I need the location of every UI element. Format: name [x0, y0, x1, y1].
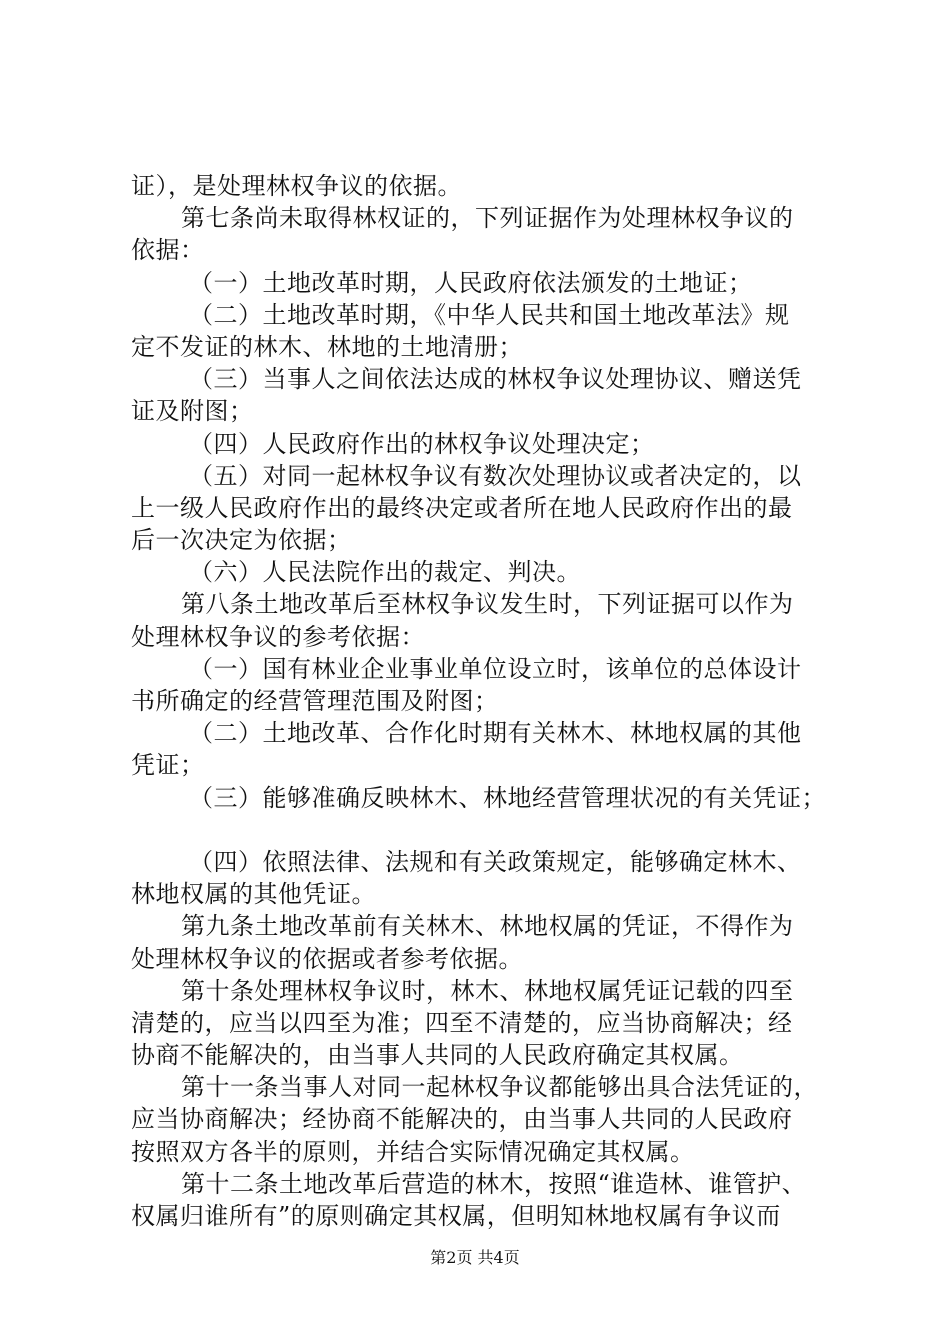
- text-line: 林地权属的其他凭证。: [131, 880, 376, 909]
- blank-line: [131, 814, 831, 846]
- text-line: （一）土地改革时期，人民政府依法颁发的土地证；: [189, 268, 753, 297]
- text-line: 凭证；: [131, 751, 205, 780]
- text-line: （二）土地改革时期，《中华人民共和国土地改革法》规: [189, 300, 790, 329]
- text-line: 上一级人民政府作出的最终决定或者所在地人民政府作出的最: [131, 493, 793, 522]
- text-line: 第九条土地改革前有关林木、林地权属的凭证，不得作为: [181, 912, 794, 941]
- text-line: 书所确定的经营管理范围及附图；: [131, 687, 499, 715]
- text-line: 定不发证的林木、林地的土地清册；: [131, 332, 523, 361]
- text-line: （四）依照法律、法规和有关政策规定，能够确定林木、: [189, 847, 802, 876]
- text-line: 依据：: [131, 236, 205, 265]
- text-line: （一）国有林业企业事业单位设立时，该单位的总体设计: [189, 654, 802, 683]
- text-line: 按照双方各半的原则，并结合实际情况确定其权属。: [131, 1137, 695, 1166]
- text-line: 第十一条当事人对同一起林权争议都能够出具合法凭证的，: [181, 1073, 818, 1102]
- text-line: 第十条处理林权争议时，林木、林地权属凭证记载的四至: [181, 976, 794, 1005]
- text-line: 清楚的，应当以四至为准；四至不清楚的，应当协商解决；经: [131, 1008, 793, 1037]
- text-line: 证），是处理林权争议的依据。: [131, 172, 462, 200]
- text-line: 应当协商解决；经协商不能解决的，由当事人共同的人民政府: [131, 1105, 793, 1134]
- text-line: （六）人民法院作出的裁定、判决。: [189, 558, 581, 587]
- text-line: （三）能够准确反映林木、林地经营管理状况的有关凭证；: [189, 783, 826, 812]
- text-line: 第七条尚未取得林权证的，下列证据作为处理林权争议的: [181, 204, 794, 233]
- text-line: 后一次决定为依据；: [131, 526, 352, 555]
- text-line: （二）土地改革、合作化时期有关林木、林地权属的其他: [189, 719, 802, 748]
- text-line: （三）当事人之间依法达成的林权争议处理协议、赠送凭: [189, 365, 802, 394]
- text-line: （五）对同一起林权争议有数次处理协议或者决定的，以: [189, 461, 802, 490]
- text-line: 证及附图；: [131, 397, 254, 426]
- text-line: 第八条土地改革后至林权争议发生时，下列证据可以作为: [181, 590, 794, 619]
- text-line: 第十二条土地改革后营造的林木，按照“谁造林、谁管护、: [181, 1169, 807, 1198]
- text-line: 处理林权争议的依据或者参考依据。: [131, 944, 523, 973]
- page-number-footer: 第2页 共4页: [430, 1248, 520, 1267]
- text-line: （四）人民政府作出的林权争议处理决定；: [189, 429, 655, 458]
- document-body: [131, 170, 831, 1232]
- text-line: 协商不能解决的，由当事人共同的人民政府确定其权属。: [131, 1041, 744, 1070]
- text-line: 处理林权争议的参考依据：: [131, 622, 425, 651]
- text-line: 权属归谁所有”的原则确定其权属，但明知林地权属有争议而: [131, 1202, 781, 1230]
